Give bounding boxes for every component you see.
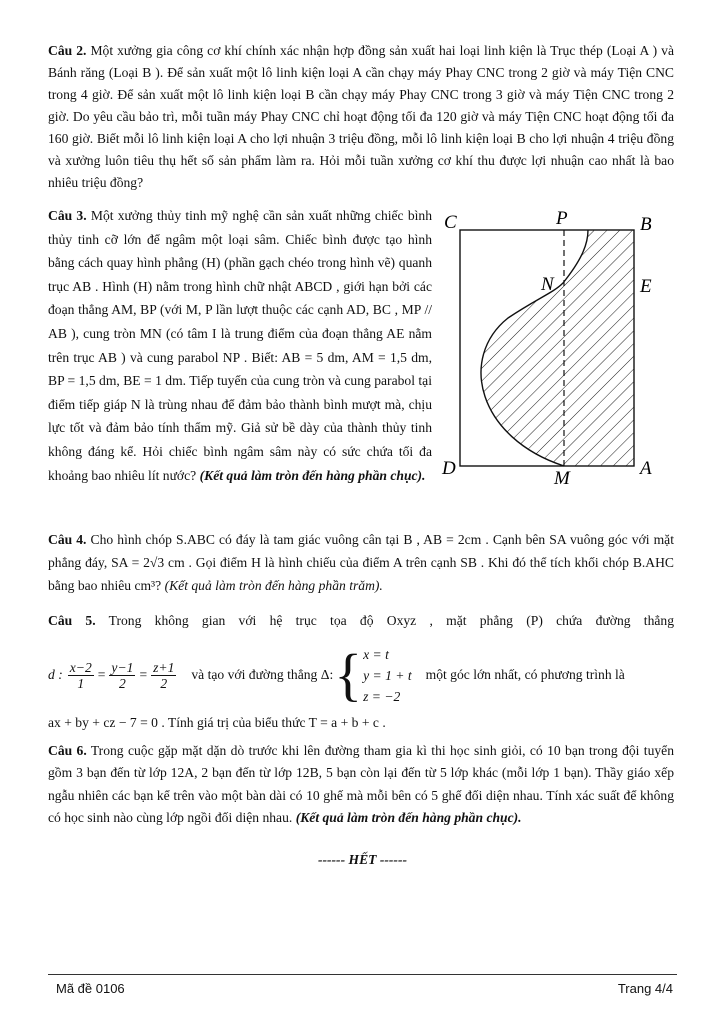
line-delta-system: x = t y = 1 + t z = −2: [363, 646, 412, 704]
exam-code: Mã đề 0106: [56, 981, 125, 996]
question-4-text: Cho hình chóp S.ABC có đáy là tam giác vuông cân tại B , AB = 2cm . Cạnh bên SA vuông góc với mặt phẳng đáy, SA = 2√3 cm . Gọi điểm H là hình chiếu của điểm A trên cạnh SB . Khi đó thể tích khối chóp B.AHC bằng bao nhiêu cm³?: [48, 532, 674, 593]
fraction-z: $\frac{z+1}{2}$: [153, 659, 175, 691]
label-b: B: [640, 214, 652, 235]
label-c: C: [444, 212, 457, 233]
vase-cross-section-figure: [438, 208, 668, 486]
question-2: [48, 40, 674, 194]
question-2-label: Câu 2.: [48, 43, 87, 58]
question-5-intro: [48, 610, 674, 632]
label-d: D: [442, 458, 456, 479]
region-h: [481, 230, 634, 466]
question-5-intro-text: Trong không gian với hệ trục tọa độ Oxyz , mặt phẳng (P) chứa đường thẳng: [108, 613, 674, 628]
fraction-y: $\frac{y-1}{2}$: [111, 659, 134, 691]
question-4-note: (Kết quả làm tròn đến hàng phần trăm).: [164, 578, 383, 593]
footer-divider: [48, 974, 677, 975]
label-n: N: [541, 274, 554, 295]
label-m: M: [554, 468, 570, 486]
question-3: [48, 204, 432, 487]
line-d-label: d :: [48, 667, 63, 682]
question-4: [48, 528, 674, 597]
question-5-tail: một góc lớn nhất, có phương trình là: [425, 667, 625, 682]
label-a: A: [640, 458, 652, 479]
question-5-mid: và tạo với đường thẳng Δ:: [191, 667, 334, 682]
fraction-x: $\frac{x-2}{1}$: [69, 659, 92, 691]
question-3-note: (Kết quả làm tròn đến hàng phần chục).: [199, 467, 426, 483]
question-4-label: Câu 4.: [48, 532, 87, 547]
question-6-note: (Kết quả làm tròn đến hàng phần chục).: [295, 810, 522, 826]
label-p: P: [556, 208, 568, 229]
label-e: E: [640, 276, 652, 297]
question-6: [48, 740, 674, 830]
question-5-equation-row: d : $\frac{x-2}{1}$ = $\frac{y-1}{2}$ = $\frac{z+1}{2}$ và tạo với đường thẳng Δ: { x = t y = 1 + t z = −2 một góc lớn nhất, có phương trình là: [48, 642, 625, 707]
question-3-text: Một xưởng thủy tinh mỹ nghệ cần sản xuất những chiếc bình thủy tinh cỡ lớn để ngâm một loại sâm. Chiếc bình được tạo hình bằng cách quay hình phẳng (H) (phần gạch chéo trong hình vẽ) quanh trục AB . Hình (H) nằm trong hình chữ nhật ABCD , giới hạn bởi các đoạn thẳng AM, BP (với M, P lần lượt thuộc các cạnh AD, BC , MP // AB ), cung tròn MN (có tâm I là trung điểm của đoạn thẳng AE nằm trên trục AB ) và cung parabol NP . Biết: AB = 5 dm, AM = 1,5 dm, BP = 1,5 dm, BE = 1 dm. Tiếp tuyến của cung tròn và cung parabol tại điểm tiếp giáp N là trùng nhau để đảm bảo thành bình mượt mà, chịu lực tốt và đảm bảo tính thẩm mỹ. Giả sử bề dày của thành thủy tinh không đáng kể. Hỏi chiếc bình ngâm sâm này có sức chứa tối đa khoảng bao nhiêu lít nước?: [48, 208, 432, 483]
end-marker: ------ HẾT ------: [317, 852, 408, 867]
question-6-label: Câu 6.: [48, 743, 87, 758]
question-5-last: ax + by + cz − 7 = 0 . Tính giá trị của biểu thức T = a + b + c .: [48, 715, 386, 730]
question-2-text: Một xưởng gia công cơ khí chính xác nhận hợp đồng sản xuất hai loại linh kiện là Trục thép (Loại A ) và Bánh răng (Loại B ). Để sản xuất một lô linh kiện loại A cần chạy máy Phay CNC trong 2 giờ và máy Tiện CNC trong 4 giờ. Để sản xuất một lô linh kiện loại B cần chạy máy Phay CNC trong 3 giờ và máy Tiện CNC trong 2 giờ. Do yêu cầu bảo trì, mỗi tuần máy Phay CNC chỉ hoạt động tối đa 120 giờ và máy Tiện CNC hoạt động tối đa 160 giờ. Biết mỗi lô linh kiện loại A cho lợi nhuận 3 triệu đồng, mỗi lô linh kiện loại B cho lợi nhuận 4 triệu đồng và xưởng luôn tiêu thụ hết số sản phẩm làm ra. Hỏi mỗi tuần xưởng cơ khí thu được lợi nhuận cao nhất là bao nhiêu triệu đồng?: [48, 43, 674, 190]
page-number: Trang 4/4: [617, 981, 673, 996]
question-5-label: Câu 5.: [48, 613, 96, 628]
question-3-label: Câu 3.: [48, 208, 87, 223]
question-6-text: Trong cuộc gặp mặt dặn dò trước khi lên đường tham gia kì thi học sinh giỏi, có 10 bạn trong đội tuyển gồm 3 bạn đến từ lớp 12A, 2 bạn đến từ lớp 12B, 5 bạn còn lại đến từ 5 lớp khác (mỗi lớp 1 bạn). Thầy giáo xếp ngẫu nhiên các bạn kể trên vào một bàn dài có 10 ghế mà mỗi bên có 5 ghế đối diện nhau. Tính xác suất để không có học sinh nào cùng lớp ngồi đối diện nhau.: [48, 743, 674, 826]
system-brace: {: [334, 642, 363, 707]
